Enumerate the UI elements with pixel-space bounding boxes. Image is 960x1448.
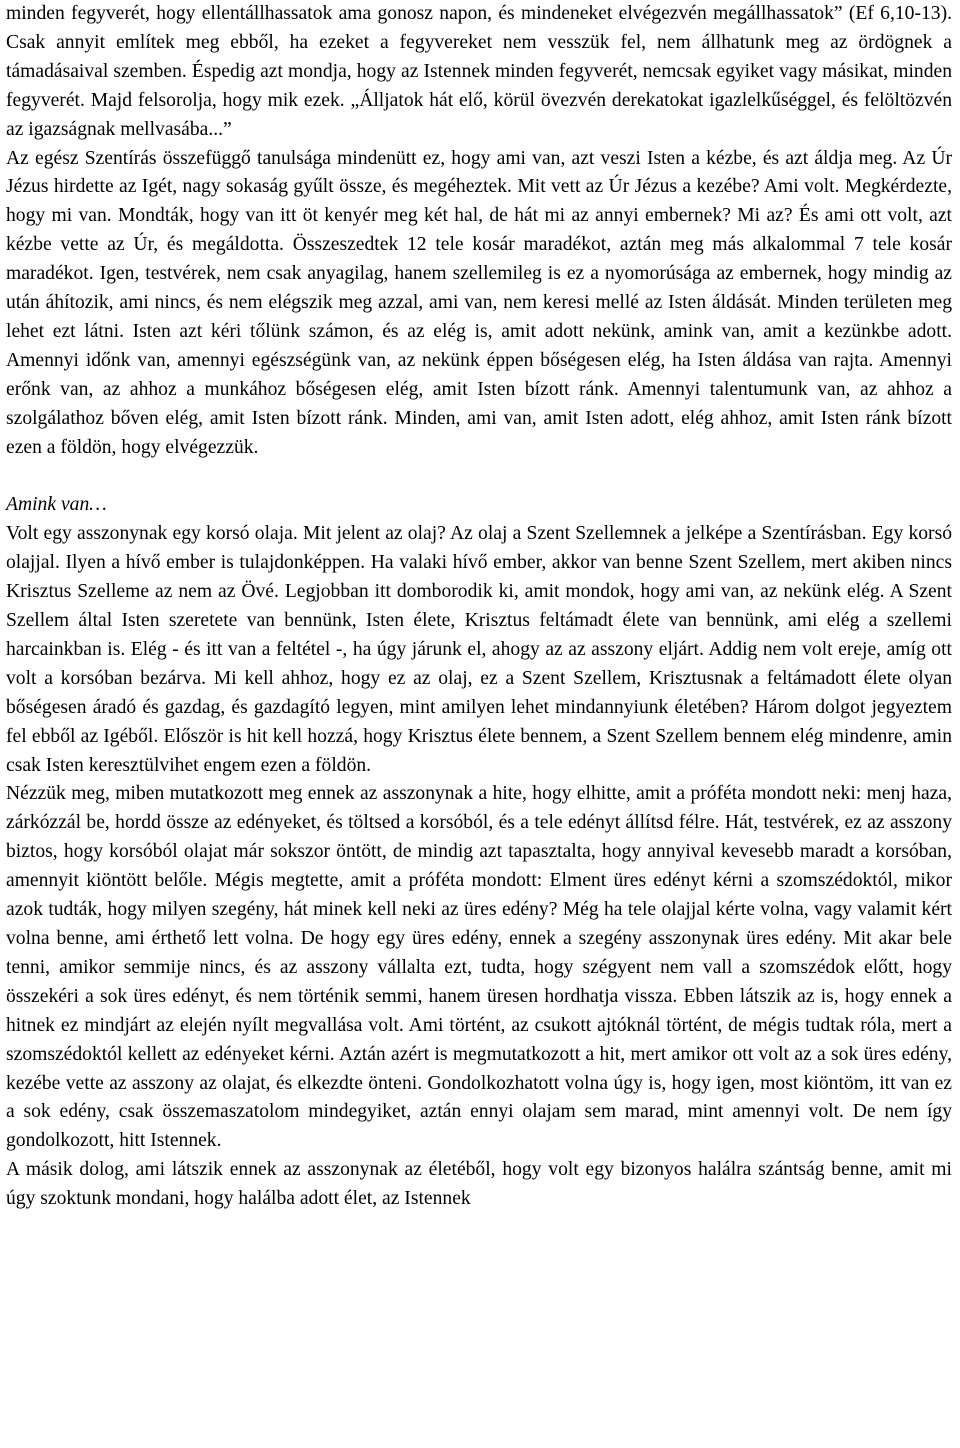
blank-line <box>6 463 952 492</box>
paragraph-oil-jar: Volt egy asszonynak egy korsó olaja. Mit jelent az olaj? Az olaj a Szent Szellemnek a jelképe a Szentírásban. Egy korsó olajjal. Ilyen a hívő ember is tulajdonképpen. Ha valaki hívő ember, akkor van benne Szent Szellem, mert akiben nincs Krisztus Szelleme az nem az Övé. Legjobban itt domborodik ki, amit mondok, hogy ami van, az nekünk elég. A Szent Szellem által Isten szeretete van bennünk, Isten élete, Krisztus feltámadt élete van bennünk, ami elég a szellemi harcainkban is. Elég - és itt van a feltétel -, ha úgy járunk el, ahogy az az asszony eljárt. Addig nem volt ereje, amíg ott volt a korsóban bezárva. Mi kell ahhoz, hogy ez az olaj, ez a Szent Szellem, Krisztusnak a feltámadott élete olyan bőségesen áradó és gazdag, és gazdagító legyen, mint amilyen lehet mindannyiunk életében? Három dolgot jegyeztem fel ebből az Igéből. Először is hit kell hozzá, hogy Krisztus élete bennem, a Szent Szellem bennem elég mindenre, amin csak Isten keresztülvihet engem ezen a földön. <box>6 523 952 776</box>
paragraph-armor-of-god: minden fegyverét, hogy ellentállhassatok ama gonosz napon, és mindeneket elvégezvén megállhassatok” (Ef 6,10-13). Csak annyit említek meg ebből, ha ezeket a fegyvereket nem vesszük fel, nem állhatunk meg az ördögnek a támadásaival szemben. Éspedig azt mondja, hogy az Istennek minden fegyverét, nemcsak egyiket vagy másikat, minden fegyverét. Majd felsorolja, hogy mik ezek. „Álljatok hát elő, körül övezvén derekatokat igazlelkűséggel, és felöltözvén az igazságnak mellvasába...” <box>6 3 952 140</box>
section-heading: Amink van… <box>6 494 107 516</box>
paragraph-what-we-have: Az egész Szentírás összefüggő tanulsága mindenütt ez, hogy ami van, azt veszi Isten a kézbe, és azt áldja meg. Az Úr Jézus hirdette az Igét, nagy sokaság gyűlt össze, és megéheztek. Mit vett az Úr Jézus a kezébe? Ami volt. Megkérdezte, hogy mi van. Mondták, hogy van itt öt kenyér meg két hal, de hát mi az annyi embernek? Mi az? És ami ott volt, azt kézbe vette az Úr, és megáldotta. Összeszedtek 12 tele kosár maradékot, aztán meg más alkalommal 7 tele kosár maradékot. Igen, testvérek, nem csak anyagilag, hanem szellemileg is ez a nyomorúsága az embernek, hogy mindig az után áhítozik, ami nincs, és nem elégszik meg azzal, ami van, nem keresi mellé az Isten áldását. Minden területen meg lehet ezt látni. Isten azt kéri tőlünk számon, és az elég is, amit adott nekünk, amink van, amit a kezünkbe adott. Amennyi időnk van, amennyi egészségünk van, az nekünk éppen bőségesen elég, ha Isten áldása van rajta. Amennyi erőnk van, az ahhoz a munkához bőségesen elég, amit Isten bízott ránk. Amennyi talentumunk van, az ahhoz a szolgálathoz bőven elég, amit Isten bízott ránk. Minden, ami van, amit Isten adott, elég ahhoz, amit Isten ránk bízott ezen a földön, hogy elvégezzük. <box>6 147 952 458</box>
paragraph-faith-of-woman: Nézzük meg, miben mutatkozott meg ennek az asszonynak a hite, hogy elhitte, amit a próféta mondott neki: menj haza, zárkózzál be, hordd össze az edényeket, és töltsed a korsóból, és a tele edényt állítsd félre. Hát, testvérek, ez az asszony biztos, hogy korsóból olajat már sokszor öntött, de mindig azt tapasztalta, hogy annyival kevesebb maradt a korsóban, amennyit kiöntött belőle. Mégis megtette, amit a próféta mondott: Elment üres edényt kérni a szomszédoktól, mikor azok tudták, hogy milyen szegény, hát minek kell neki az üres edény? Még ha tele olajjal kérte volna, vagy valamit kért volna benne, ami érthető lett volna. De hogy egy üres edény, ennek a szegény asszonynak üres edény. Mit akar bele tenni, amikor semmije nincs, és az asszony vállalta ezt, tudta, hogy szégyent nem vall a szomszédok előtt, hogy összekéri a sok üres edényt, és nem történik semmi, hanem üresen hordhatja vissza. Ebben látszik az is, hogy ennek a hitnek ez mindjárt az elején nyílt megvallása volt. Ami történt, az csukott ajtóknál történt, de mégis tudtak róla, mert a szomszédoktól kellett az edényeket kérni. Aztán azért is megmutatkozott a hit, mert amikor ott volt az a sok üres edény, kezébe vette az asszony az olajat, és elkezdte önteni. Gondolkozhatott volna úgy is, hogy igen, most kiöntöm, itt van ez a sok edény, csak összemaszatolom mindegyiket, aztán ennyi olajam sem marad, mint amennyi volt. De nem így gondolkozott, hitt Istennek. <box>6 783 952 1152</box>
paragraph-second-thing: A másik dolog, ami látszik ennek az asszonynak az életéből, hogy volt egy bizonyos halálra szántság benne, amit mi úgy szoktunk mondani, hogy halálba adott élet, az Istennek <box>6 1159 952 1210</box>
